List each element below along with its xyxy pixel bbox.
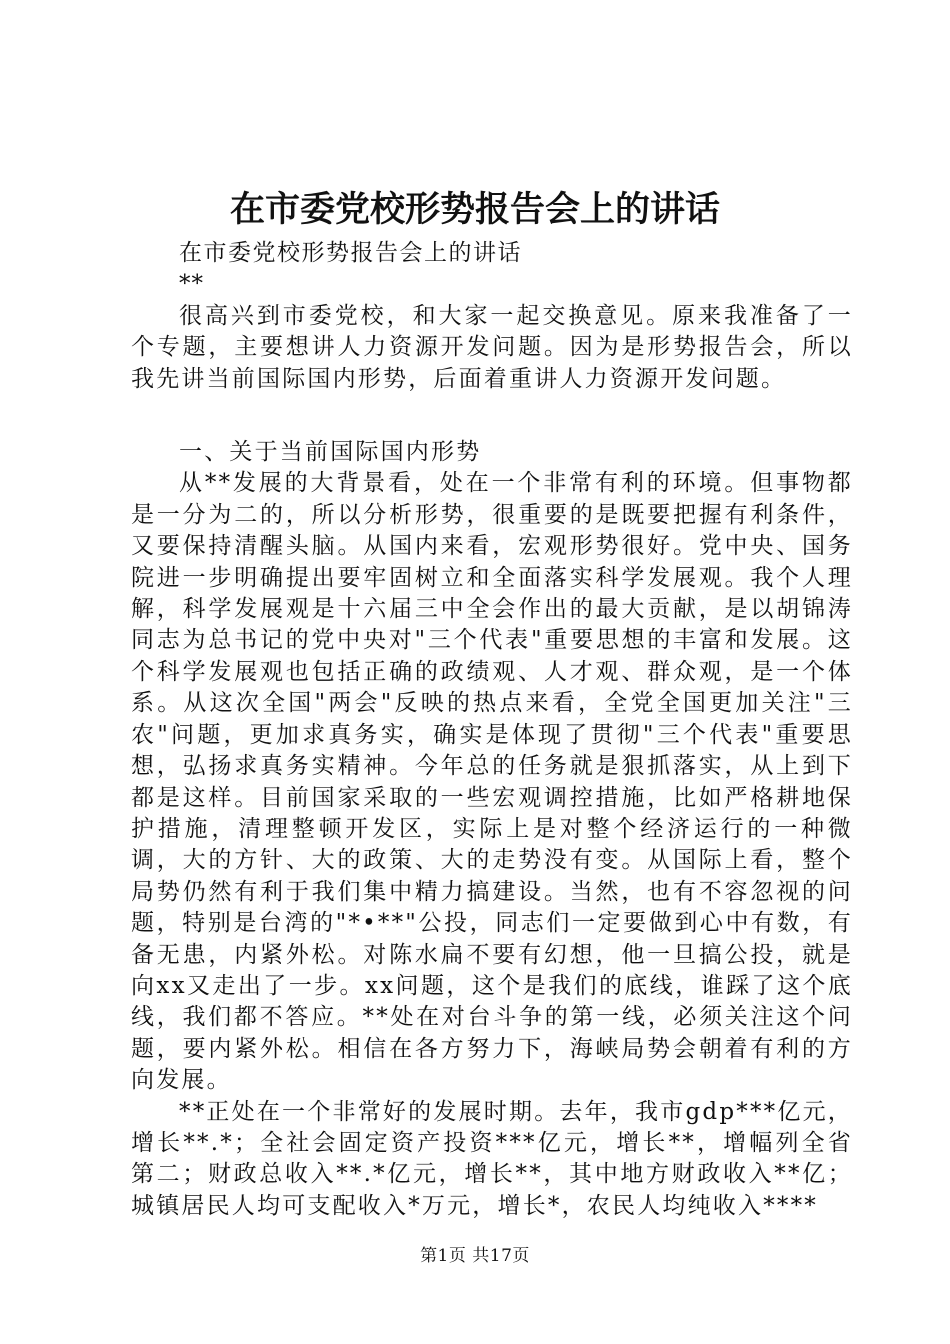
document-body bbox=[131, 238, 853, 1222]
document-author: ** bbox=[179, 271, 204, 298]
paragraph-situation: 从**发展的大背景看，处在一个非常有利的环境。但事物都是一分为二的，所以分析形势，很重要的是既要把握有利条件，又要保持清醒头脑。从国内来看，宏观形势很好。党中央、国务院进一步明确提出要牢固树立和全面落实科学发展观。我个人理解，科学发展观是十六届三中全会作出的最大贡献，是以胡锦涛同志为总书记的党中央对"三个代表"重要思想的丰富和发展。这个科学发展观也包括正确的政绩观、人才观、群众观，是一个体系。从这次全国"两会"反映的热点来看，全党全国更加关注"三农"问题，更加求真务实，确实是体现了贯彻"三个代表"重要思想，弘扬求真务实精神。今年总的任务就是狠抓落实，从上到下都是这样。目前国家采取的一些宏观调控措施，比如严格耕地保护措施，清理整顿开发区，实际上是对整个经济运行的一种微调，大的方针、大的政策、大的走势没有变。从国际上看，整个局势仍然有利于我们集中精力搞建设。当然，也有不容忽视的问题，特别是台湾的"*•**"公投，同志们一定要做到心中有数，有备无患，内紧外松。对陈水扁不要有幻想，他一旦搞公投，就是向xx又走出了一步。xx问题，这个是我们的底线，谁踩了这个底线，我们都不答应。**处在对台斗争的第一线，必须关注这个问题，要内紧外松。相信在各方努力下，海峡局势会朝着有利的方向发展。 bbox=[131, 470, 853, 1094]
paragraph-gap bbox=[131, 395, 853, 437]
document-title: 在市委党校形势报告会上的讲话 bbox=[229, 189, 720, 230]
document-subtitle: 在市委党校形势报告会上的讲话 bbox=[179, 240, 522, 266]
paragraph-intro: 很高兴到市委党校，和大家一起交换意见。原来我准备了一个专题，主要想讲人力资源开发问题。因为是形势报告会，所以我先讲当前国际国内形势，后面着重讲人力资源开发问题。 bbox=[131, 302, 853, 392]
paragraph-development: **正处在一个非常好的发展时期。去年，我市gdp***亿元，增长**.*；全社会固定资产投资***亿元，增长**，增幅列全省第二；财政总收入**.*亿元，增长**，其中地方财政收入**亿；城镇居民人均可支配收入*万元，增长*，农民人均纯收入**** bbox=[131, 1098, 853, 1219]
section-heading: 一、关于当前国际国内形势 bbox=[179, 439, 482, 466]
page-number-footer: 第1页 共17页 bbox=[420, 1246, 530, 1266]
